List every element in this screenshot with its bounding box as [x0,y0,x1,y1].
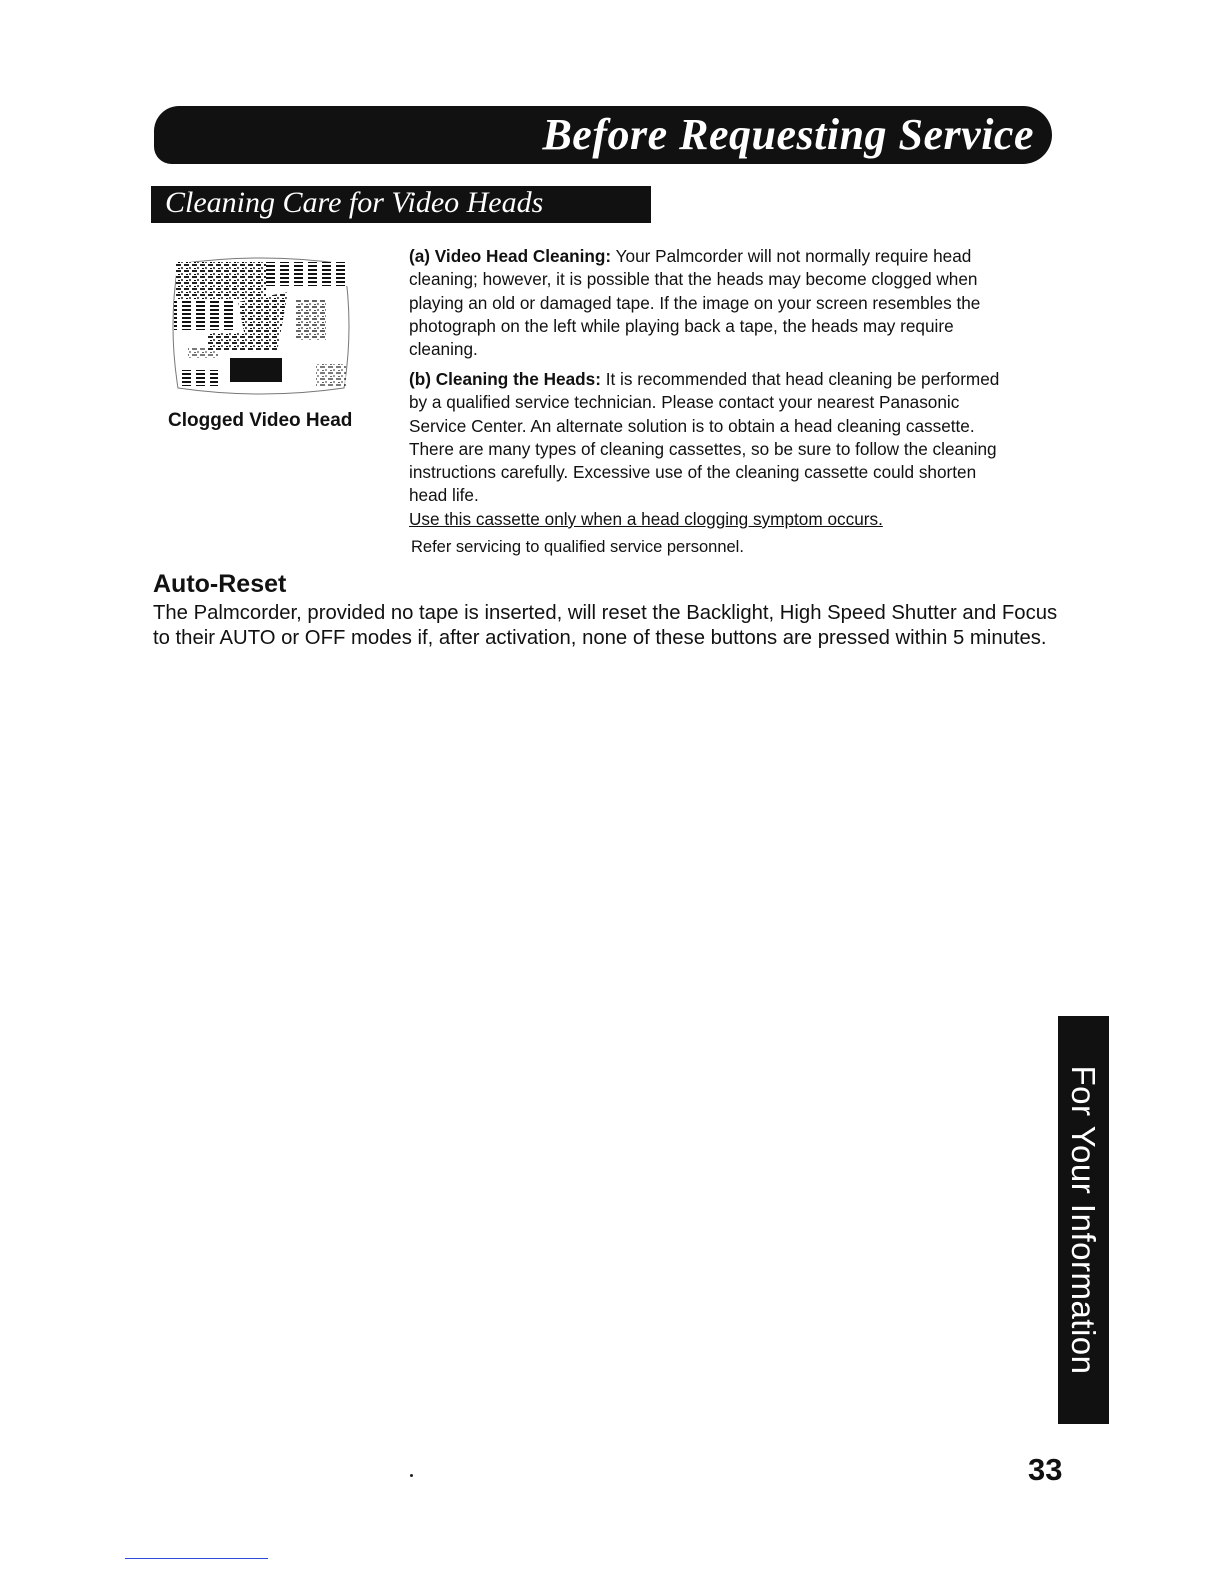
paragraph-a-label: (a) Video Head Cleaning: [409,246,612,266]
page-title: Before Requesting Service [542,110,1034,159]
section-side-tab [1058,1016,1109,1424]
auto-reset-heading: Auto-Reset [153,570,287,598]
page-number: 33 [1028,1452,1063,1487]
cleaning-the-heads-paragraph [409,368,1019,531]
paragraph-a-text: Your Palmcorder will not normally require head cleaning; however, it is possible that the heads may become clogged when playing an old or damaged tape. If the image on your screen resembles the photograph on the left while playing back a tape, the heads may require cleaning. [409,246,981,360]
section-title-bar [151,186,651,223]
auto-reset-body: The Palmcorder, provided no tape is inserted, will reset the Backlight, High Speed Shutter and Focus to their AUTO or OFF modes if, after activation, none of these buttons are pressed within 5 minutes. [153,602,1058,649]
side-tab-label: For Your Information [1065,1065,1102,1375]
footer-line [125,1558,268,1559]
video-head-cleaning-paragraph [409,245,1019,361]
paragraph-b-label: (b) Cleaning the Heads: [409,369,601,389]
section-title: Cleaning Care for Video Heads [165,186,544,219]
stray-dot [410,1474,413,1477]
servicing-note: Refer servicing to qualified service personnel. [411,538,744,556]
clogged-video-head-image [168,252,354,400]
page-header-banner [154,106,1052,164]
figure-caption: Clogged Video Head [168,410,353,431]
clogged-video-head-photo [168,252,354,400]
clogging-warning: Use this cassette only when a head clogging symptom occurs. [409,508,883,529]
paragraph-b-text: It is recommended that head cleaning be performed by a qualified service technician. Please contact your nearest Panasonic Service Center. An alternate solution is to obtain a head cleaning cassette. There are many types of cleaning cassettes, so be sure to follow the cleaning instructions carefully. Excessive use of the cleaning cassette could shorten head life. [409,369,1000,506]
